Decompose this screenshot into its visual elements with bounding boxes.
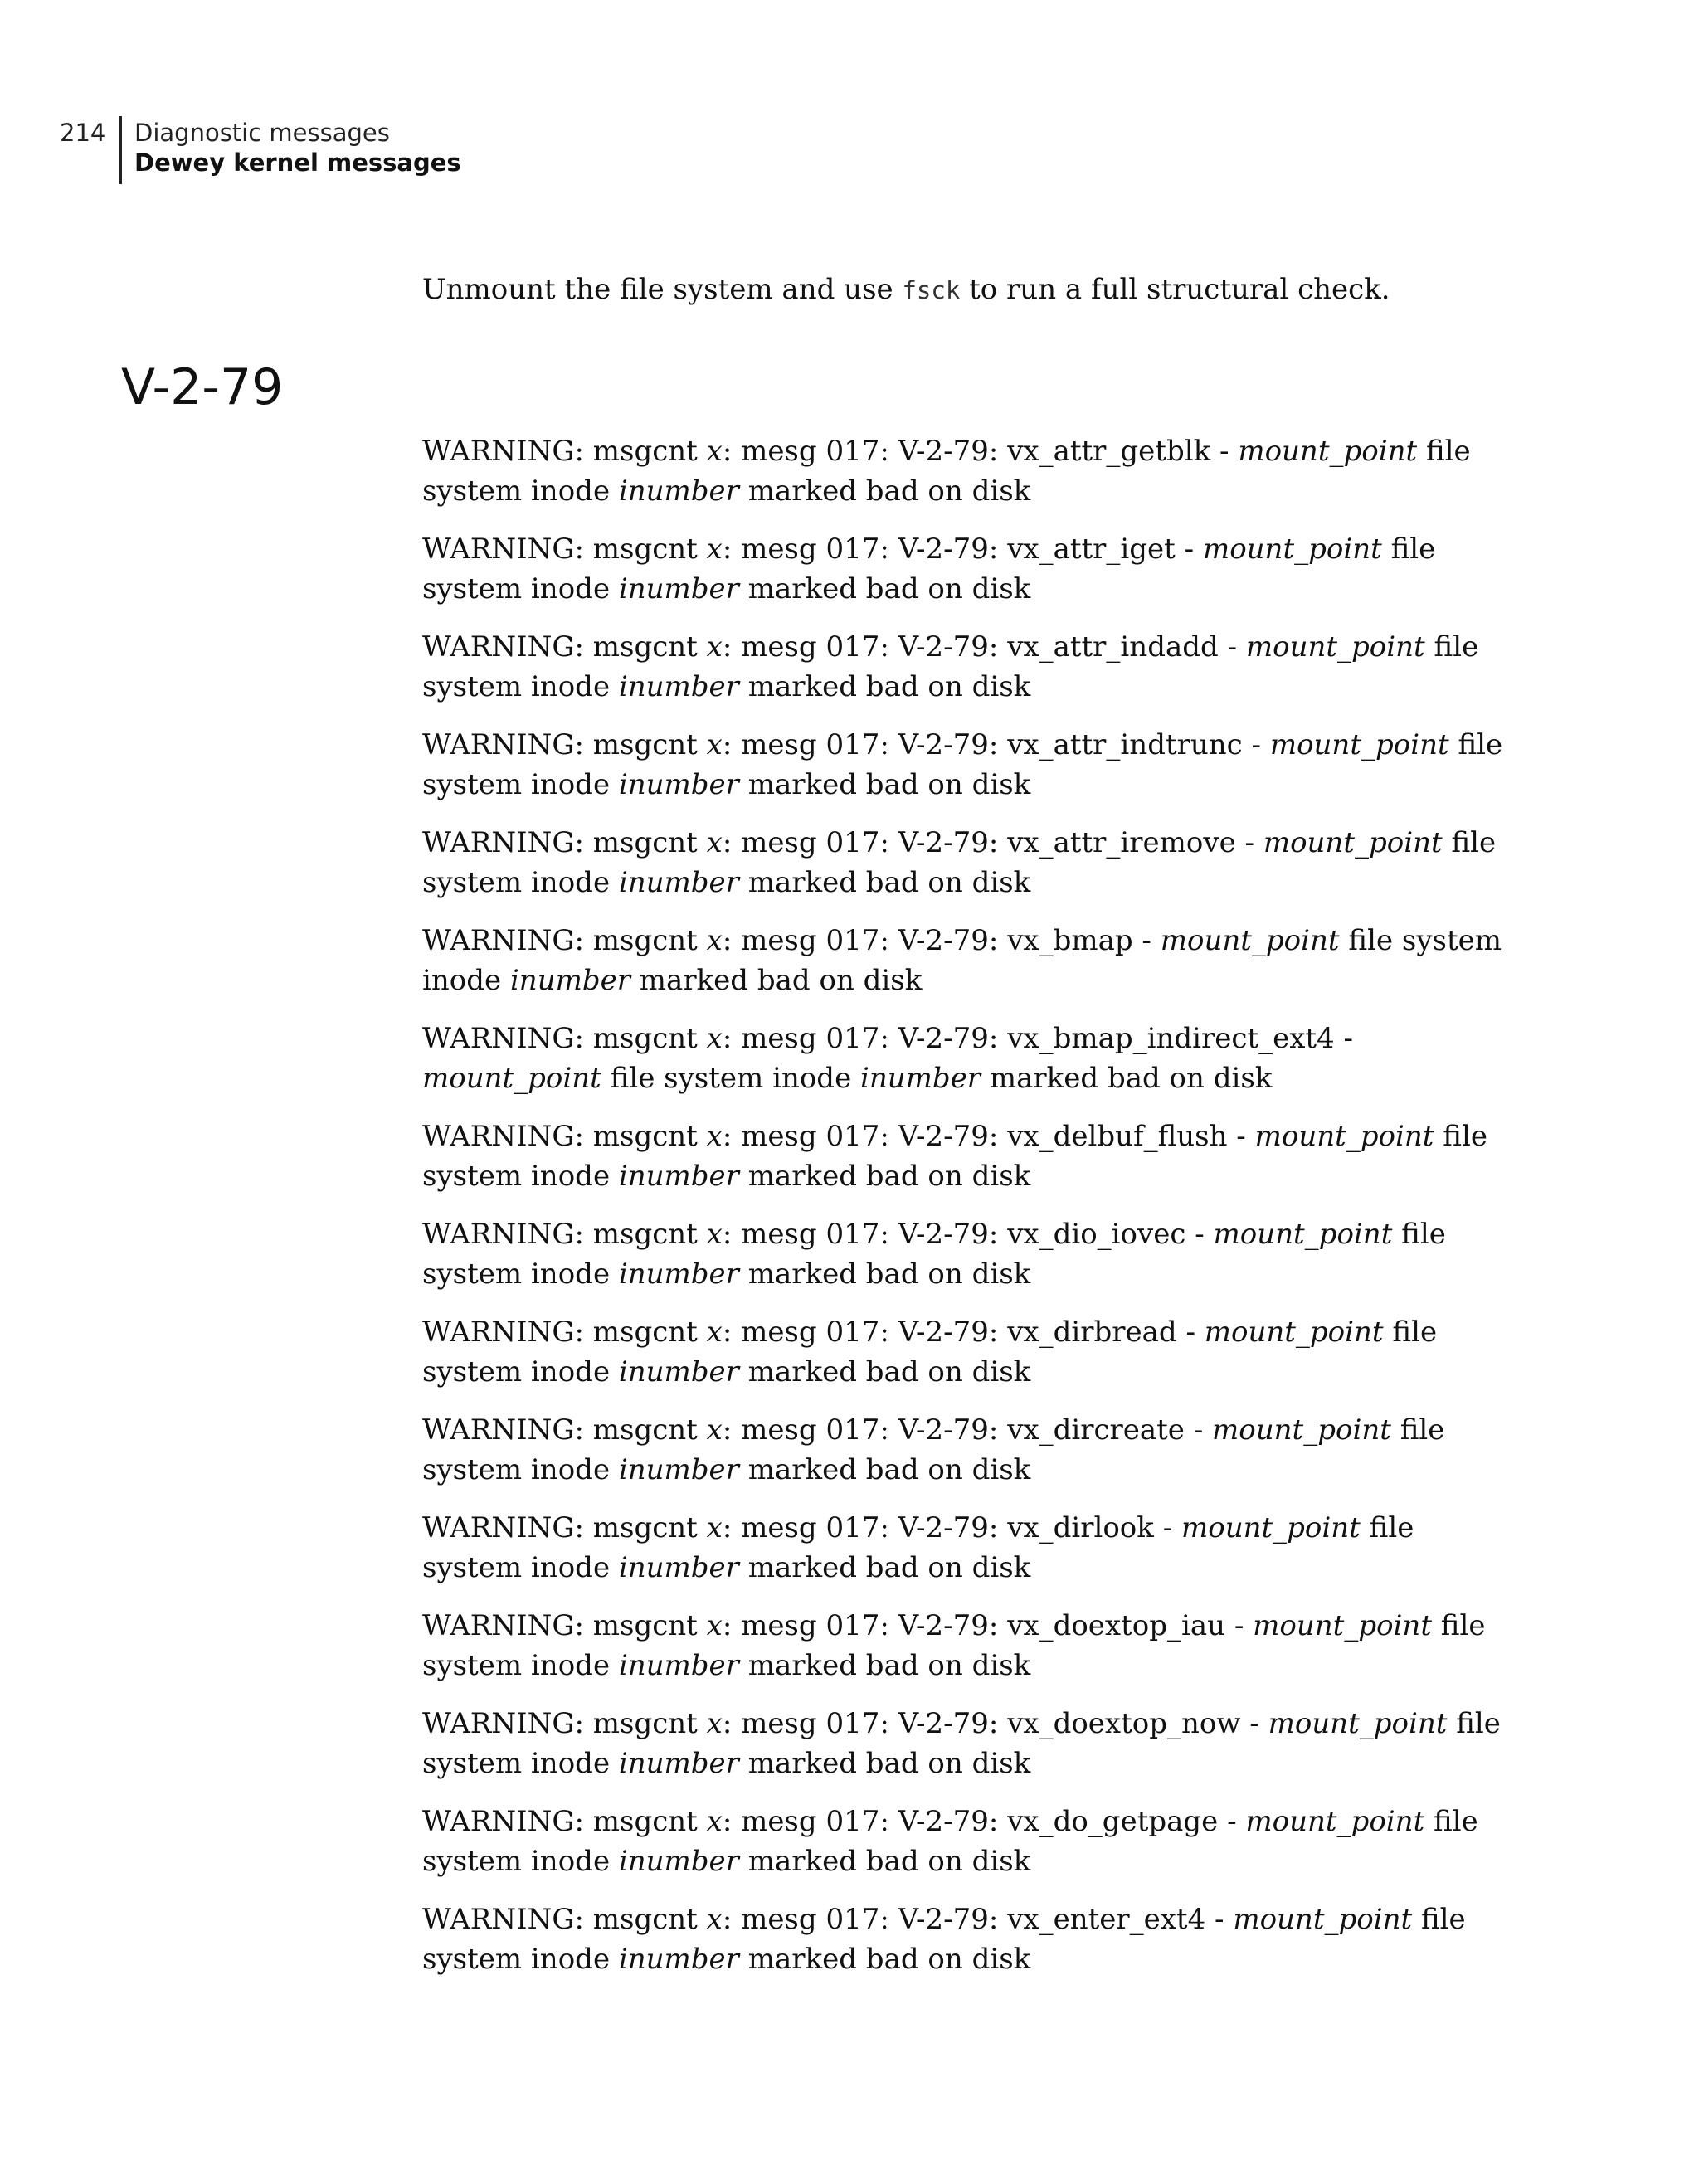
function-name: vx_dirlook xyxy=(1007,1511,1154,1544)
intro-paragraph xyxy=(422,270,1517,310)
intro-text-after: to run a full structural check. xyxy=(960,273,1390,306)
function-name: vx_attr_iremove xyxy=(1007,826,1236,859)
function-name: vx_doextop_iau xyxy=(1007,1609,1226,1642)
intro-text-before: Unmount the file system and use xyxy=(422,273,903,306)
warning-message: WARNING: msgcnt x: mesg 017: V-2-79: vx_bmap_indirect_ext4 - mount_point file system inode inumber marked bad on disk xyxy=(422,1022,1353,1095)
function-name: vx_dio_iovec xyxy=(1007,1218,1186,1251)
warning-message: WARNING: msgcnt x: mesg 017: V-2-79: vx_dirbread - mount_point file system inode inumber marked bad on disk xyxy=(422,1316,1438,1389)
header-divider xyxy=(119,116,122,184)
warning-message: WARNING: msgcnt x: mesg 017: V-2-79: vx_attr_indtrunc - mount_point file system inode inumber marked bad on disk xyxy=(422,728,1503,801)
header-text xyxy=(134,118,461,178)
function-name: vx_doextop_now xyxy=(1007,1707,1241,1740)
message-id-heading: V-2-79 xyxy=(121,358,284,416)
function-name: vx_bmap xyxy=(1007,924,1133,957)
warning-message: WARNING: msgcnt x: mesg 017: V-2-79: vx_doextop_iau - mount_point file system inode inumber marked bad on disk xyxy=(422,1609,1486,1682)
function-name: vx_dircreate xyxy=(1007,1413,1185,1447)
function-name: vx_dirbread xyxy=(1007,1316,1177,1349)
function-name: vx_attr_getblk xyxy=(1007,435,1211,468)
warning-message: WARNING: msgcnt x: mesg 017: V-2-79: vx_attr_indadd - mount_point file system inode inumber marked bad on disk xyxy=(422,630,1479,703)
warning-message: WARNING: msgcnt x: mesg 017: V-2-79: vx_attr_iget - mount_point file system inode inumber marked bad on disk xyxy=(422,533,1436,606)
function-name: vx_do_getpage xyxy=(1007,1805,1219,1838)
warning-message: WARNING: msgcnt x: mesg 017: V-2-79: vx_doextop_now - mount_point file system inode inumber marked bad on disk xyxy=(422,1707,1501,1780)
section-title: Dewey kernel messages xyxy=(134,148,461,177)
chapter-title: Diagnostic messages xyxy=(134,119,390,147)
warning-message: WARNING: msgcnt x: mesg 017: V-2-79: vx_attr_iremove - mount_point file system inode inumber marked bad on disk xyxy=(422,826,1497,899)
warning-message: WARNING: msgcnt x: mesg 017: V-2-79: vx_dircreate - mount_point file system inode inumber marked bad on disk xyxy=(422,1413,1445,1486)
warning-message: WARNING: msgcnt x: mesg 017: V-2-79: vx_dirlook - mount_point file system inode inumber marked bad on disk xyxy=(422,1511,1414,1584)
function-name: vx_bmap_indirect_ext4 xyxy=(1007,1022,1335,1055)
warning-message: WARNING: msgcnt x: mesg 017: V-2-79: vx_delbuf_flush - mount_point file system inode inumber marked bad on disk xyxy=(422,1120,1487,1193)
function-name: vx_attr_indadd xyxy=(1007,630,1219,664)
function-name: vx_delbuf_flush xyxy=(1007,1120,1228,1153)
warning-message: WARNING: msgcnt x: mesg 017: V-2-79: vx_dio_iovec - mount_point file system inode inumber marked bad on disk xyxy=(422,1218,1446,1291)
function-name: vx_enter_ext4 xyxy=(1007,1903,1206,1936)
warning-message: WARNING: msgcnt x: mesg 017: V-2-79: vx_enter_ext4 - mount_point file system inode inumber marked bad on disk xyxy=(422,1903,1466,1976)
warning-message: WARNING: msgcnt x: mesg 017: V-2-79: vx_bmap - mount_point file system inode inumber marked bad on disk xyxy=(422,924,1502,997)
function-name: vx_attr_iget xyxy=(1007,533,1176,566)
page-number: 214 xyxy=(60,119,106,147)
fsck-command: fsck xyxy=(902,276,961,304)
warning-message: WARNING: msgcnt x: mesg 017: V-2-79: vx_do_getpage - mount_point file system inode inumber marked bad on disk xyxy=(422,1805,1478,1878)
warning-message: WARNING: msgcnt x: mesg 017: V-2-79: vx_attr_getblk - mount_point file system inode inumber marked bad on disk xyxy=(422,435,1471,508)
warning-message-list xyxy=(422,431,1517,1997)
function-name: vx_attr_indtrunc xyxy=(1007,728,1243,761)
